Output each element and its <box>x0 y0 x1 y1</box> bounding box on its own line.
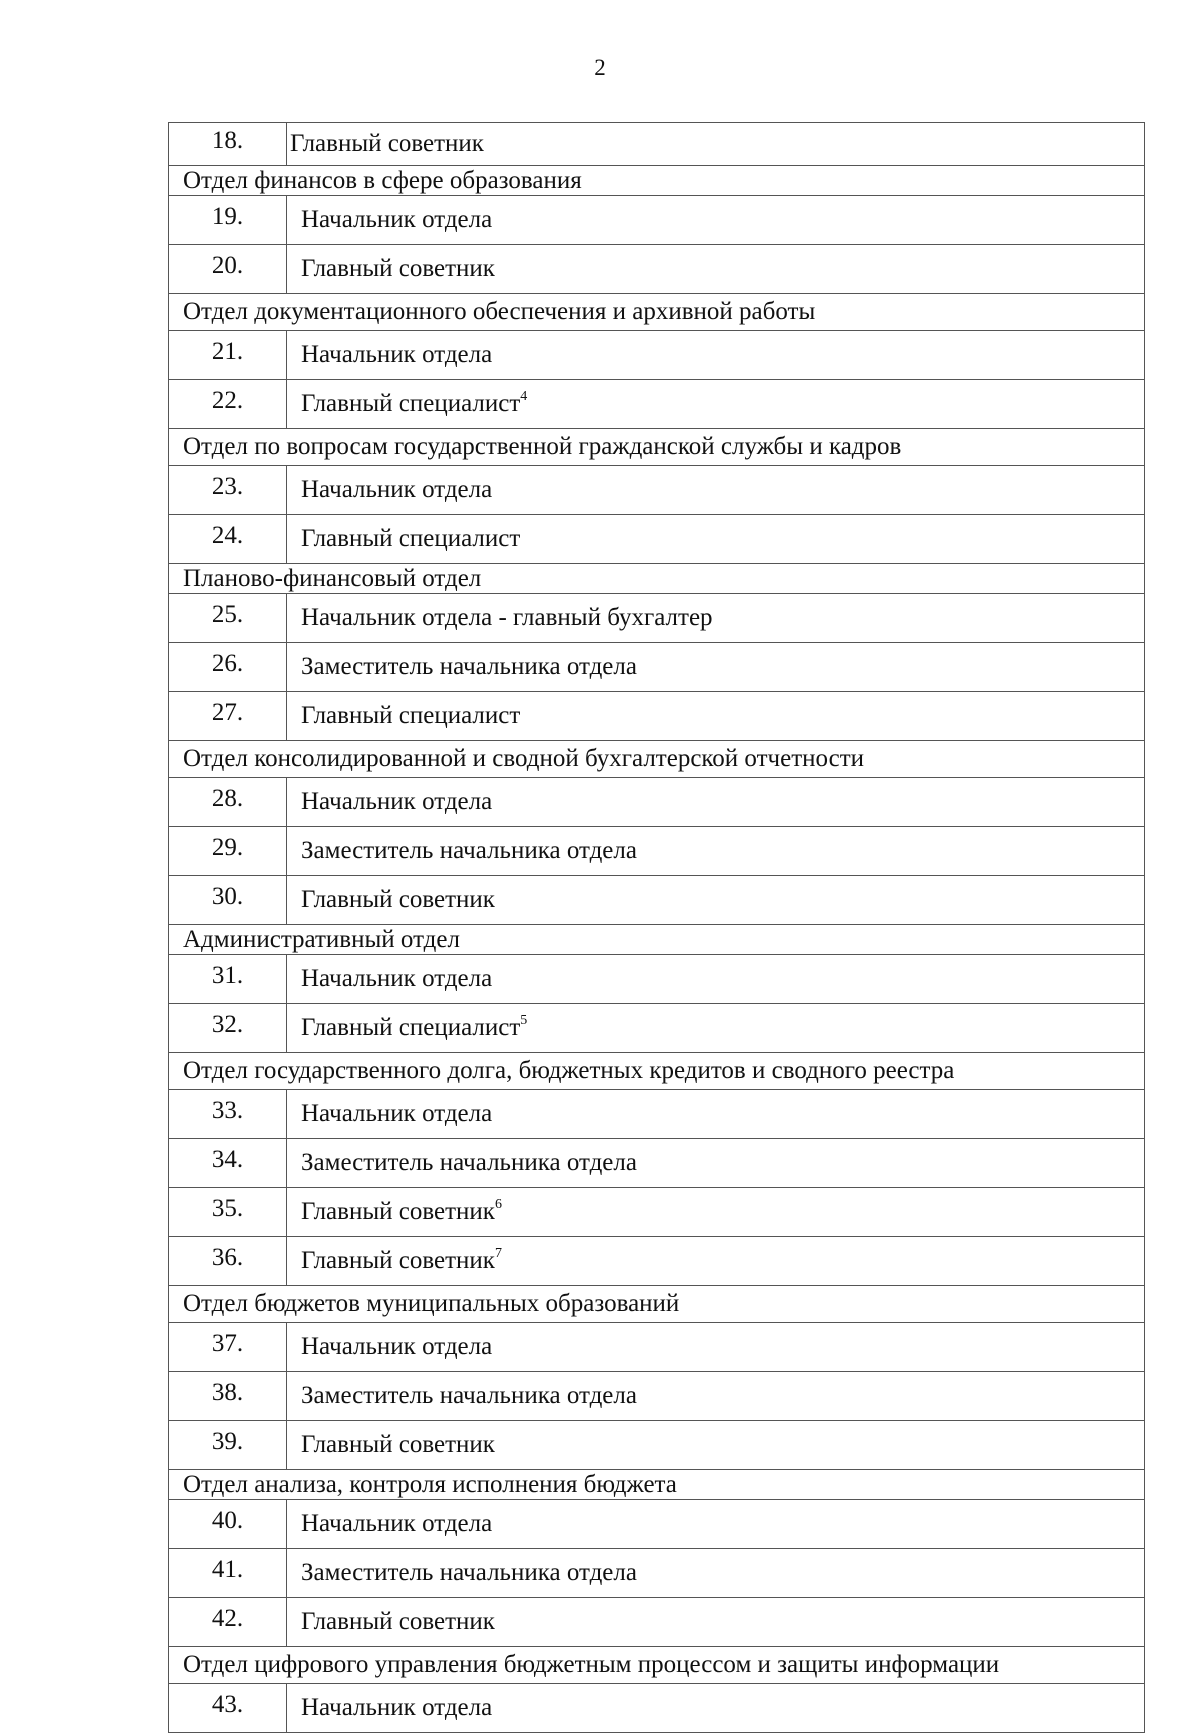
position-title: Заместитель начальника отдела <box>301 1149 637 1176</box>
position-cell <box>287 1372 1145 1421</box>
position-number: 40. <box>169 1500 287 1549</box>
position-row <box>169 331 1145 380</box>
positions-table <box>168 122 1145 1733</box>
position-cell <box>287 380 1145 429</box>
footnote-marker: 6 <box>494 1197 502 1212</box>
position-row <box>169 123 1145 166</box>
department-row <box>169 1053 1145 1090</box>
position-row <box>169 778 1145 827</box>
position-row <box>169 1323 1145 1372</box>
department-name: Отдел государственного долга, бюджетных кредитов и сводного реестра <box>169 1053 1145 1090</box>
position-number: 36. <box>169 1237 287 1286</box>
department-name: Планово-финансовый отдел <box>169 564 1145 594</box>
position-number: 30. <box>169 876 287 925</box>
position-title: Главный советник <box>301 886 495 913</box>
position-row <box>169 1372 1145 1421</box>
position-cell <box>287 1323 1145 1372</box>
position-row <box>169 594 1145 643</box>
position-title: Главный советник <box>290 130 484 157</box>
position-row <box>169 380 1145 429</box>
position-number: 20. <box>169 245 287 294</box>
department-name: Отдел бюджетов муниципальных образований <box>169 1286 1145 1323</box>
department-name: Отдел цифрового управления бюджетным процессом и защиты информации <box>169 1647 1145 1684</box>
position-row <box>169 876 1145 925</box>
position-row <box>169 1421 1145 1470</box>
position-row <box>169 466 1145 515</box>
position-title: Главный советник <box>301 1198 495 1225</box>
position-number: 24. <box>169 515 287 564</box>
position-title: Начальник отдела - главный бухгалтер <box>301 604 713 631</box>
position-cell <box>287 1500 1145 1549</box>
position-row <box>169 196 1145 245</box>
department-row <box>169 1647 1145 1684</box>
department-row <box>169 741 1145 778</box>
position-row <box>169 1549 1145 1598</box>
position-title: Начальник отдела <box>301 341 493 368</box>
footnote-marker: 4 <box>520 389 528 404</box>
position-row <box>169 1237 1145 1286</box>
position-number: 33. <box>169 1090 287 1139</box>
position-cell <box>287 1684 1145 1733</box>
position-number: 22. <box>169 380 287 429</box>
position-row <box>169 643 1145 692</box>
position-number: 23. <box>169 466 287 515</box>
position-cell <box>287 643 1145 692</box>
position-cell <box>287 466 1145 515</box>
position-number: 35. <box>169 1188 287 1237</box>
position-title: Главный советник <box>301 1431 495 1458</box>
position-row <box>169 955 1145 1004</box>
department-row <box>169 1286 1145 1323</box>
position-title: Главный специалист <box>301 390 521 417</box>
position-number: 38. <box>169 1372 287 1421</box>
position-number: 25. <box>169 594 287 643</box>
position-title: Главный советник <box>301 1247 495 1274</box>
position-number: 39. <box>169 1421 287 1470</box>
position-cell <box>287 196 1145 245</box>
department-row <box>169 294 1145 331</box>
position-title: Начальник отдела <box>301 1510 493 1537</box>
position-title: Начальник отдела <box>301 1333 493 1360</box>
position-cell <box>287 1598 1145 1647</box>
position-number: 32. <box>169 1004 287 1053</box>
footnote-marker: 7 <box>494 1246 502 1261</box>
position-cell <box>287 1139 1145 1188</box>
position-number: 34. <box>169 1139 287 1188</box>
position-cell <box>287 876 1145 925</box>
position-number: 19. <box>169 196 287 245</box>
position-row <box>169 245 1145 294</box>
position-cell <box>287 827 1145 876</box>
position-cell <box>287 1188 1145 1237</box>
position-number: 42. <box>169 1598 287 1647</box>
position-number: 28. <box>169 778 287 827</box>
department-row <box>169 1470 1145 1500</box>
position-title: Начальник отдела <box>301 206 493 233</box>
department-row <box>169 925 1145 955</box>
position-number: 31. <box>169 955 287 1004</box>
page-number: 2 <box>594 55 606 80</box>
position-row <box>169 1500 1145 1549</box>
position-title: Начальник отдела <box>301 965 493 992</box>
position-row <box>169 827 1145 876</box>
department-name: Отдел по вопросам государственной гражданской службы и кадров <box>169 429 1145 466</box>
department-row <box>169 564 1145 594</box>
position-title: Начальник отдела <box>301 476 493 503</box>
position-cell <box>287 1421 1145 1470</box>
positions-table-body <box>169 123 1145 1733</box>
position-row <box>169 1598 1145 1647</box>
footnote-marker: 5 <box>520 1013 528 1028</box>
position-row <box>169 1090 1145 1139</box>
position-title: Главный специалист <box>301 1014 521 1041</box>
position-cell <box>287 1004 1145 1053</box>
position-number: 18. <box>169 123 287 166</box>
position-number: 21. <box>169 331 287 380</box>
position-number: 26. <box>169 643 287 692</box>
position-cell <box>287 123 1145 166</box>
position-title: Начальник отдела <box>301 788 493 815</box>
position-row <box>169 1188 1145 1237</box>
department-name: Административный отдел <box>169 925 1145 955</box>
position-row <box>169 1004 1145 1053</box>
position-cell <box>287 594 1145 643</box>
position-title: Заместитель начальника отдела <box>301 653 637 680</box>
position-row <box>169 1684 1145 1733</box>
position-cell <box>287 955 1145 1004</box>
position-number: 37. <box>169 1323 287 1372</box>
position-number: 43. <box>169 1684 287 1733</box>
position-cell <box>287 1549 1145 1598</box>
position-title: Заместитель начальника отдела <box>301 1559 637 1586</box>
department-name: Отдел документационного обеспечения и архивной работы <box>169 294 1145 331</box>
position-row <box>169 515 1145 564</box>
position-row <box>169 1139 1145 1188</box>
position-title: Главный советник <box>301 255 495 282</box>
position-cell <box>287 1237 1145 1286</box>
position-title: Главный советник <box>301 1608 495 1635</box>
position-title: Заместитель начальника отдела <box>301 1382 637 1409</box>
department-name: Отдел анализа, контроля исполнения бюджета <box>169 1470 1145 1500</box>
department-name: Отдел консолидированной и сводной бухгалтерской отчетности <box>169 741 1145 778</box>
position-cell <box>287 515 1145 564</box>
department-row <box>169 166 1145 196</box>
position-cell <box>287 1090 1145 1139</box>
position-number: 27. <box>169 692 287 741</box>
position-title: Заместитель начальника отдела <box>301 837 637 864</box>
department-name: Отдел финансов в сфере образования <box>169 166 1145 196</box>
department-row <box>169 429 1145 466</box>
position-title: Начальник отдела <box>301 1100 493 1127</box>
position-title: Главный специалист <box>301 702 521 729</box>
position-row <box>169 692 1145 741</box>
position-cell <box>287 778 1145 827</box>
position-cell <box>287 331 1145 380</box>
position-number: 41. <box>169 1549 287 1598</box>
position-cell <box>287 245 1145 294</box>
position-number: 29. <box>169 827 287 876</box>
position-title: Главный специалист <box>301 525 521 552</box>
position-title: Начальник отдела <box>301 1694 493 1721</box>
position-cell <box>287 692 1145 741</box>
